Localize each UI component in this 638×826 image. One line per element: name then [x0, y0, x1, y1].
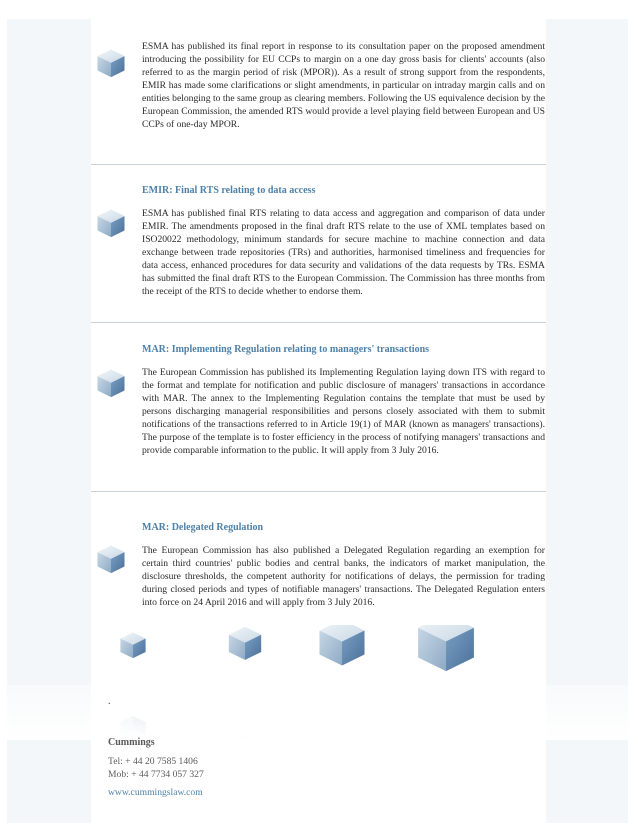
- phone-mob: Mob: + 44 7734 057 327: [108, 769, 204, 780]
- section-body: ESMA has published final RTS relating to data access and aggregation and comparison of data under EMIR. The amendments proposed in the final draft RTS relate to the use of XML templates based on ISO20022 methodology, minimum standards for secure machine to machine connection and data exchange between trade repositories (TRs) and authorities, harmonised timeliness and frequencies for data access, enhanced procedures for data security and validations of the data requests by TRs. ESMA has submitted the final draft RTS to the European Commission. The Commission has three months from the receipt of the RTS to decide whether to endorse them.: [142, 208, 545, 297]
- firm-name: Cummings: [108, 737, 155, 748]
- section-body: The European Commission has published its Implementing Regulation laying down ITS with regard to the format and template for notification and public disclosure of managers' transactions in accordance with MAR. The annex to the Implementing Regulation contains the template that must be used by persons discharging managerial responsibilities and persons closely associated with them to submit notifications of the transactions referred to in Article 19(1) of MAR (known as managers' transactions). The purpose of the template is to foster efficiency in the process of notifying managers' transactions and provide comparable information to the public. It will apply from 3 July 2016.: [142, 367, 545, 456]
- section-title: MAR: Implementing Regulation relating to managers' transactions: [142, 344, 430, 355]
- cube-banner: [7, 625, 628, 740]
- cube-icon: [96, 208, 126, 238]
- section-body: ESMA has published its final report in response to its consultation paper on the proposed amendment introducing the possibility for EU CCPs to margin on a one day gross basis for clients' accounts (also referred to as the margin period of risk (MPOR)). As a result of strong support from the respondents, EMIR has made some clarifications or slight amendments, in particular on intraday margin calls and on entities belonging to the same group as clearing members. Following the US equivalence decision by the European Commission, the amended RTS would provide a level playing field between European and US CCPs of one-day MPOR.: [142, 41, 545, 130]
- section-divider: [91, 164, 546, 165]
- section-title: MAR: Delegated Regulation: [142, 522, 264, 533]
- section-title: EMIR: Final RTS relating to data access: [142, 185, 316, 196]
- section-divider: [91, 491, 546, 492]
- phone-tel: Tel: + 44 20 7585 1406: [108, 756, 198, 767]
- cube-icon: [96, 368, 126, 398]
- section-body: The European Commission has also published a Delegated Regulation regarding an exemption for certain third countries' public bodies and central banks, the indicators of market manipulation, the disclosure thresholds, the competent authority for notifications of delays, the permission for trading during closed periods and types of notifiable managers' transactions. The Delegated Regulation enters into force on 24 April 2016 and will apply from 3 July 2016.: [142, 545, 545, 608]
- footer-dot: .: [108, 696, 111, 707]
- cube-icon: [96, 544, 126, 574]
- website-link[interactable]: www.cummingslaw.com: [108, 787, 203, 798]
- cube-icon: [96, 48, 126, 78]
- section-divider: [91, 322, 546, 323]
